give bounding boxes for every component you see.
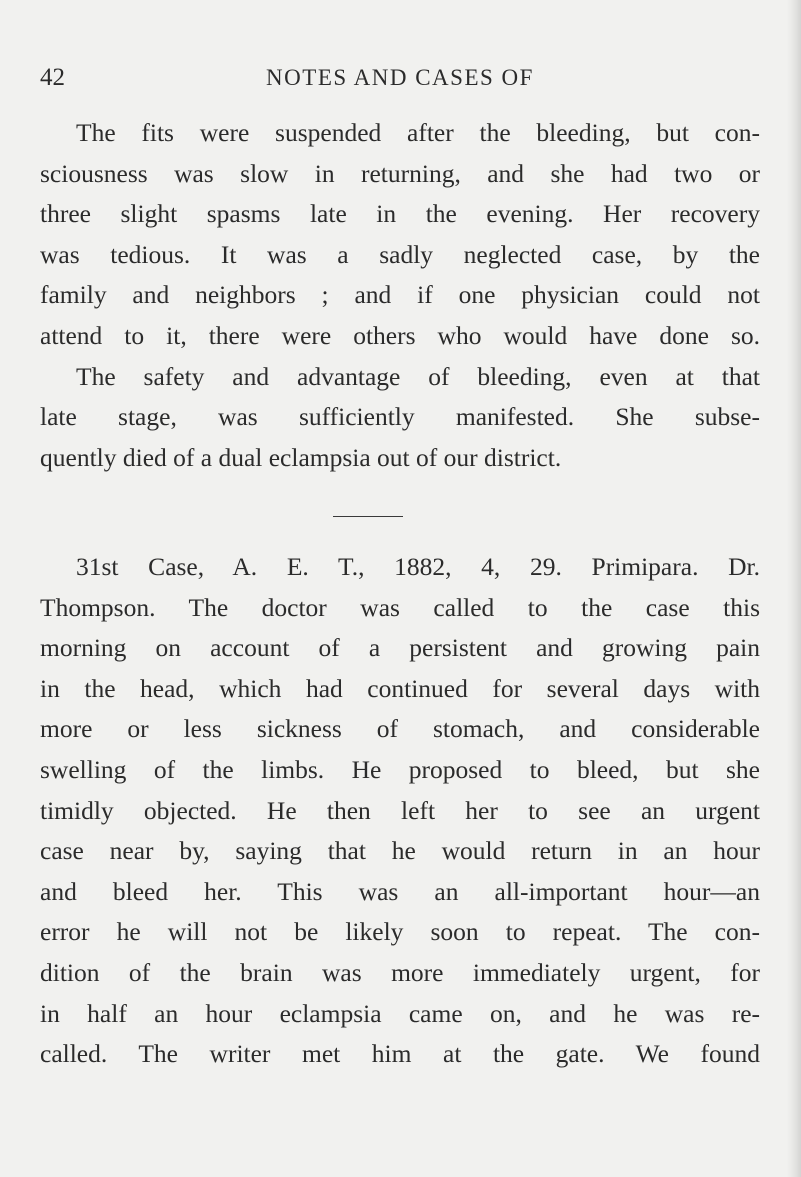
page-number: 42 (40, 64, 65, 91)
text-line: case near by, saying that he would return in an hour (40, 836, 760, 866)
text-line: three slight spasms late in the evening. Her recovery (40, 199, 760, 229)
text-line: timidly objected. He then left her to see an urgent (40, 795, 760, 825)
text-line: in half an hour eclampsia came on, and he was re- (40, 998, 760, 1028)
text-line: called. The writer met him at the gate. We found (40, 1039, 760, 1069)
text-line: The fits were suspended after the bleeding, but con- (76, 118, 760, 147)
text-line: Thompson. The doctor was called to the case this (40, 592, 760, 622)
text-line: quently died of a dual eclampsia out of our district. (40, 442, 562, 472)
page-header (40, 58, 760, 98)
text-line: in the head, which had continued for several days with (40, 673, 760, 703)
text-line: was tedious. It was a sadly neglected case, by the (40, 239, 760, 269)
text-line: dition of the brain was more immediately urgent, for (40, 957, 760, 987)
text-line: and bleed her. This was an all-important hour—an (40, 876, 760, 906)
text-line: The safety and advantage of bleeding, even at that (76, 361, 760, 391)
text-line: sciousness was slow in returning, and she had two or (40, 158, 760, 188)
text-line: late stage, was sufficiently manifested. She subse- (40, 402, 760, 432)
text-line: more or less sickness of stomach, and considerable (40, 714, 760, 744)
paragraph-1 (40, 113, 760, 478)
section-divider (333, 516, 403, 517)
text-line: attend to it, there were others who would have done so. (40, 320, 760, 350)
text-line: 31st Case, A. E. T., 1882, 4, 29. Primipara. Dr. (76, 552, 760, 581)
running-title: NOTES AND CASES OF (266, 65, 534, 90)
paragraph-2 (40, 547, 760, 1075)
text-line: morning on account of a persistent and growing pain (40, 633, 760, 663)
text-line: swelling of the limbs. He proposed to bleed, but she (40, 754, 760, 784)
text-line: error he will not be likely soon to repeat. The con- (40, 917, 760, 947)
page-edge-shadow (787, 0, 801, 1177)
text-line: family and neighbors ; and if one physician could not (40, 280, 760, 310)
